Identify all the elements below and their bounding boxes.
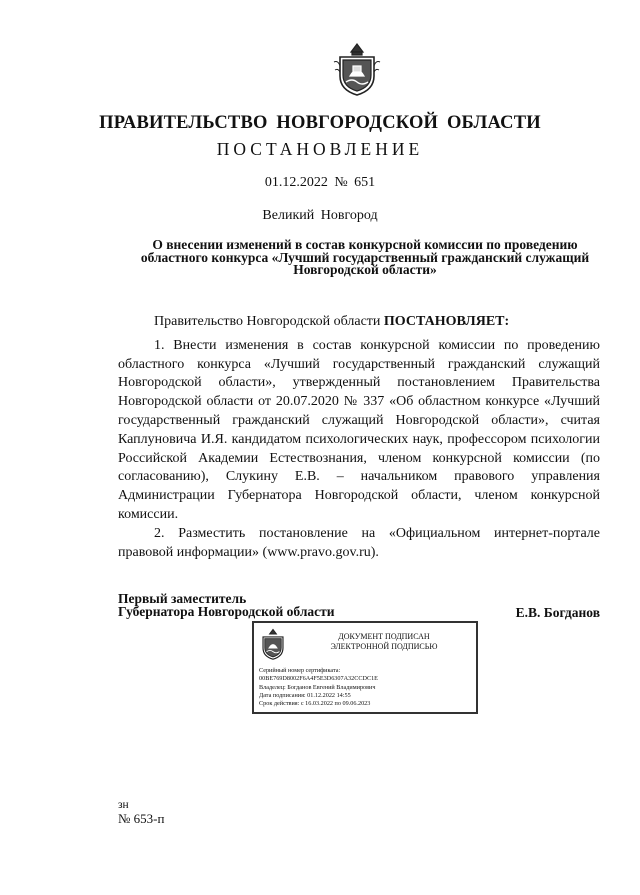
document-body <box>118 313 600 562</box>
stamp-serial-value: 00BE769D8002F6A4F5E3D6307A32CCDC1E <box>259 675 378 683</box>
stamp-validity: Срок действия: с 16.03.2022 по 09.06.2023 <box>259 700 371 708</box>
stamp-serial-label: Серийный номер сертификата: <box>259 667 341 674</box>
coat-of-arms-icon <box>332 40 382 98</box>
footer-code: зн <box>118 799 129 811</box>
electronic-signature-stamp <box>252 621 478 714</box>
stamp-title-line1: ДОКУМЕНТ ПОДПИСАН <box>338 632 430 641</box>
signatory-position-line1: Первый заместитель <box>118 591 247 606</box>
signatory-position-line2: Губернатора Новгородской области <box>118 604 335 619</box>
stamp-title <box>294 632 474 652</box>
document-subject: О внесении изменений в состав конкурсной комиссии по проведению областного конкурса «Лучший государственный гражданский служащий Новгородской области» <box>140 237 590 277</box>
stamp-details <box>259 667 378 708</box>
footer-number: № 653-п <box>118 811 165 826</box>
lead-paragraph <box>118 313 600 332</box>
stamp-title-line2: ЭЛЕКТРОННОЙ ПОДПИСЬЮ <box>330 642 438 651</box>
document-date-number: 01.12.2022 № 651 <box>264 175 376 190</box>
government-title: ПРАВИТЕЛЬСТВО НОВГОРОДСКОЙ ОБЛАСТИ <box>99 113 541 133</box>
document-city: Великий Новгород <box>262 208 378 223</box>
lead-decree-word: ПОСТАНОВЛЯЕТ: <box>383 314 510 329</box>
stamp-signed-date: Дата подписания: 01.12.2022 14:55 <box>259 691 351 699</box>
document-type: ПОСТАНОВЛЕНИЕ <box>216 139 424 159</box>
decree-item-1: 1. Внести изменения в состав конкурсной комиссии по проведению областного конкурса «Лучший государственный гражданский служащий Новгородской области», утвержденный постановлением Правительства Новгородской области от 20.07.2020 № 337 «Об областном конкурсе «Лучший государственный гражданский служащий Новгородской области», считая Каплуновича И.Я. кандидатом психологических наук, профессором психологии Российской Академии Естествознания, членом конкурсной комиссии (по согласованию), Слукину Е.В. – начальником правового управления Администрации Губернатора Новгородской области, членом конкурсной комиссии. <box>118 337 600 522</box>
stamp-owner: Владелец: Богданов Евгений Владимирович <box>259 683 376 691</box>
signatory-name: Е.В. Богданов <box>515 605 600 620</box>
stamp-coat-of-arms-icon <box>258 627 288 661</box>
signatory-position <box>118 592 335 618</box>
decree-item-2: 2. Разместить постановление на «Официальном интернет-портале правовой информации» (www.pravo.gov.ru). <box>118 525 600 560</box>
lead-text: Правительство Новгородской области <box>154 314 384 329</box>
